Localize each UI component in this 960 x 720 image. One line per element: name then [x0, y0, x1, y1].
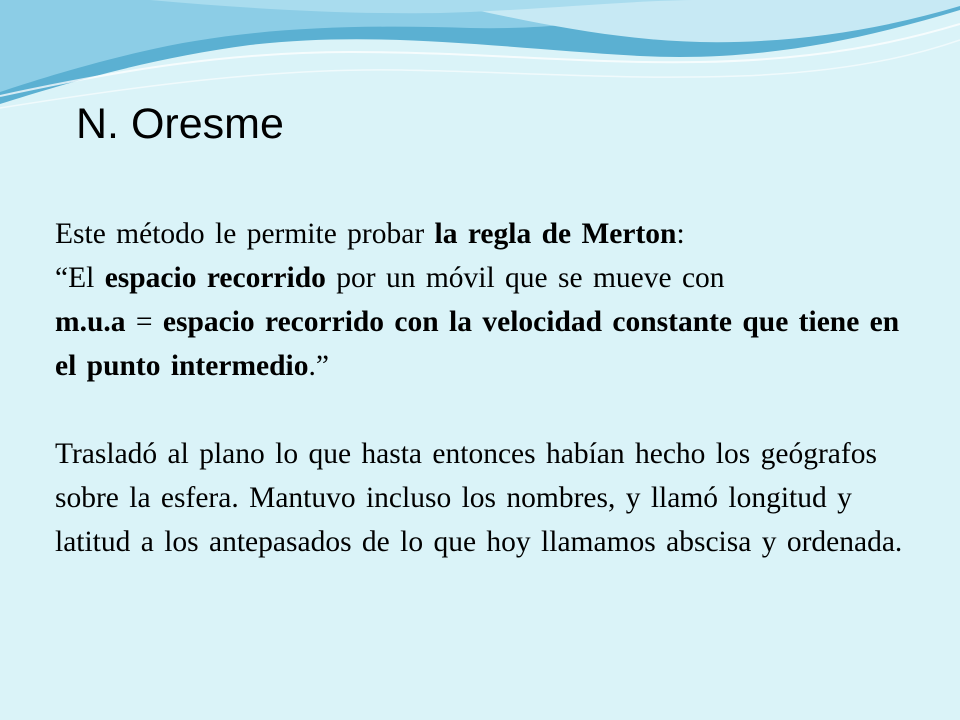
colon: : — [676, 218, 685, 250]
merton-rule-paragraph — [55, 212, 915, 388]
open-quote: “El — [55, 262, 105, 294]
paragraph-spacer — [55, 388, 915, 432]
close-quote: .” — [308, 350, 329, 382]
term-equivalent: espacio recorrido con la velocidad constante que tiene en el punto intermedio — [55, 306, 900, 382]
term-mua: m.u.a — [55, 306, 126, 338]
equals-sign: = — [125, 306, 163, 338]
rule-name: la regla de Merton — [434, 218, 677, 250]
coordinates-paragraph: Trasladó al plano lo que hasta entonces habían hecho los geógrafos sobre la esfera. Mantuvo incluso los nombres, y llamó longitud y latitud a los antepasados de lo que hoy llamamos abscisa y ordenada. — [55, 438, 903, 558]
slide-body — [55, 212, 915, 564]
intro-text: Este método le permite probar — [55, 218, 435, 250]
mid-text: por un móvil que se mueve con — [325, 262, 725, 294]
slide-title: N. Oresme — [76, 100, 284, 148]
term-distance: espacio recorrido — [104, 262, 326, 294]
